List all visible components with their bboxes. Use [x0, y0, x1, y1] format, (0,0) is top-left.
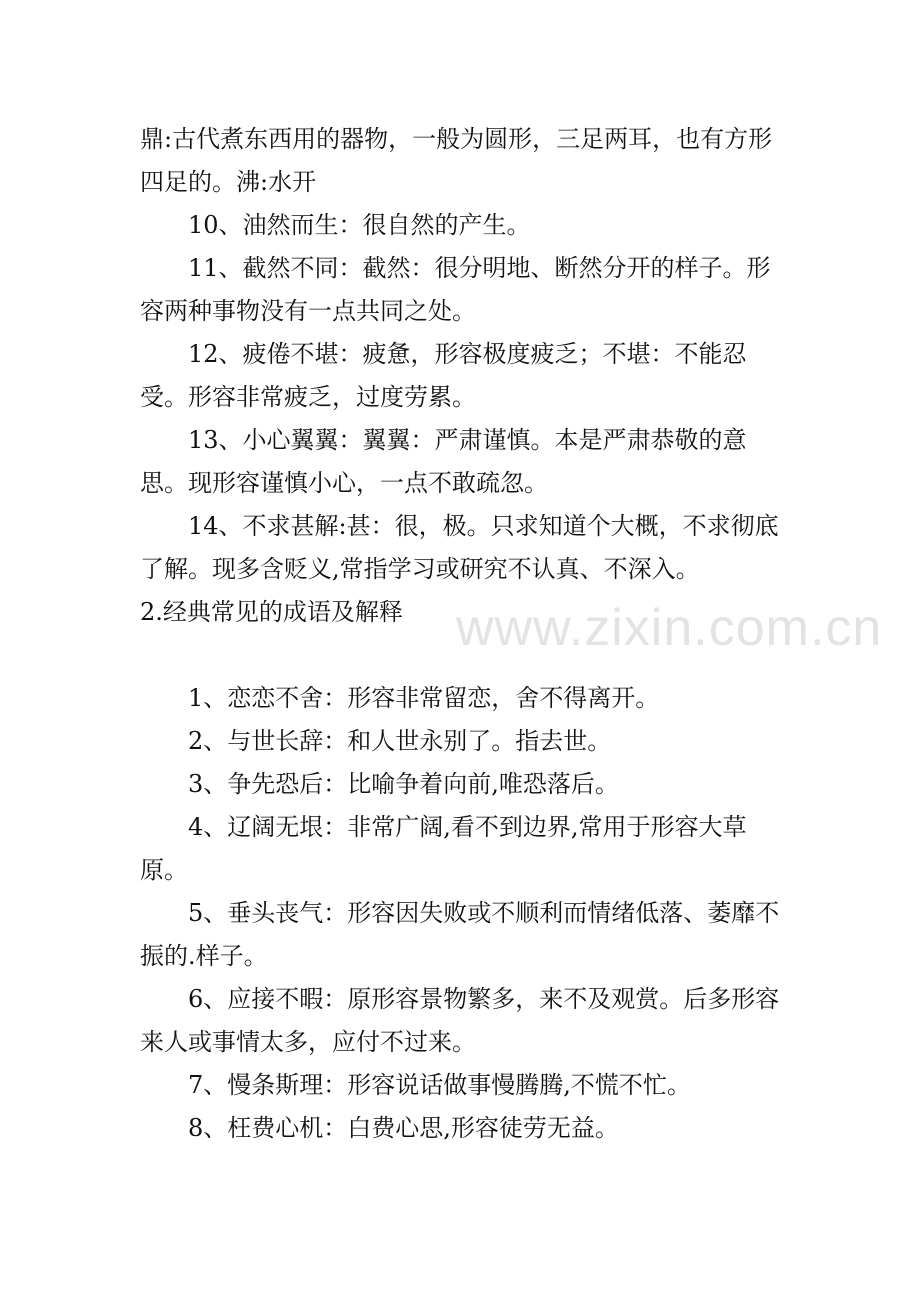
idiom-item-7: 7、慢条斯理：形容说话做事慢腾腾,不慌不忙。	[188, 1071, 691, 1099]
section-heading: 2.经典常见的成语及解释	[140, 598, 403, 626]
idiom-item-3: 3、争先恐后：比喻争着向前,唯恐落后。	[188, 770, 619, 798]
idiom-item-4: 4、辽阔无垠：非常广阔,看不到边界,常用于形容大草原。	[140, 813, 747, 884]
paragraph-ding-definition: 鼎:古代煮东西用的器物，一般为圆形，三足两耳，也有方形四足的。沸:水开	[140, 125, 773, 196]
idiom-item-13: 13、小心翼翼：翼翼：严肃谨慎。本是严肃恭敬的意思。现形容谨慎小心，一点不敢疏忽。	[140, 426, 747, 497]
idiom-item-2: 2、与世长辞：和人世永别了。指去世。	[188, 727, 612, 755]
idiom-item-12: 12、疲倦不堪：疲惫，形容极度疲乏；不堪：不能忍受。形容非常疲乏，过度劳累。	[140, 340, 747, 411]
idiom-item-1: 1、恋恋不舍：形容非常留恋，舍不得离开。	[188, 684, 660, 712]
idiom-item-11: 11、截然不同：截然：很分明地、断然分开的样子。形容两种事物没有一点共同之处。	[140, 254, 771, 325]
idiom-item-6: 6、应接不暇：原形容景物繁多，来不及观赏。后多形容来人或事情太多，应付不过来。	[140, 985, 780, 1056]
idiom-item-8: 8、枉费心机：白费心思,形容徒劳无益。	[188, 1114, 619, 1142]
idiom-item-14: 14、不求甚解:甚：很，极。只求知道个大概，不求彻底了解。现多含贬义,常指学习或研究不认真、不深入。	[140, 512, 779, 583]
blank-line	[140, 634, 790, 677]
idiom-item-5: 5、垂头丧气：形容因失败或不顺利而情绪低落、萎靡不振的.样子。	[140, 899, 780, 970]
watermark-text: www.zixin.com.cn	[456, 599, 883, 657]
document-body	[140, 118, 790, 1150]
idiom-item-10: 10、油然而生：很自然的产生。	[188, 211, 531, 239]
